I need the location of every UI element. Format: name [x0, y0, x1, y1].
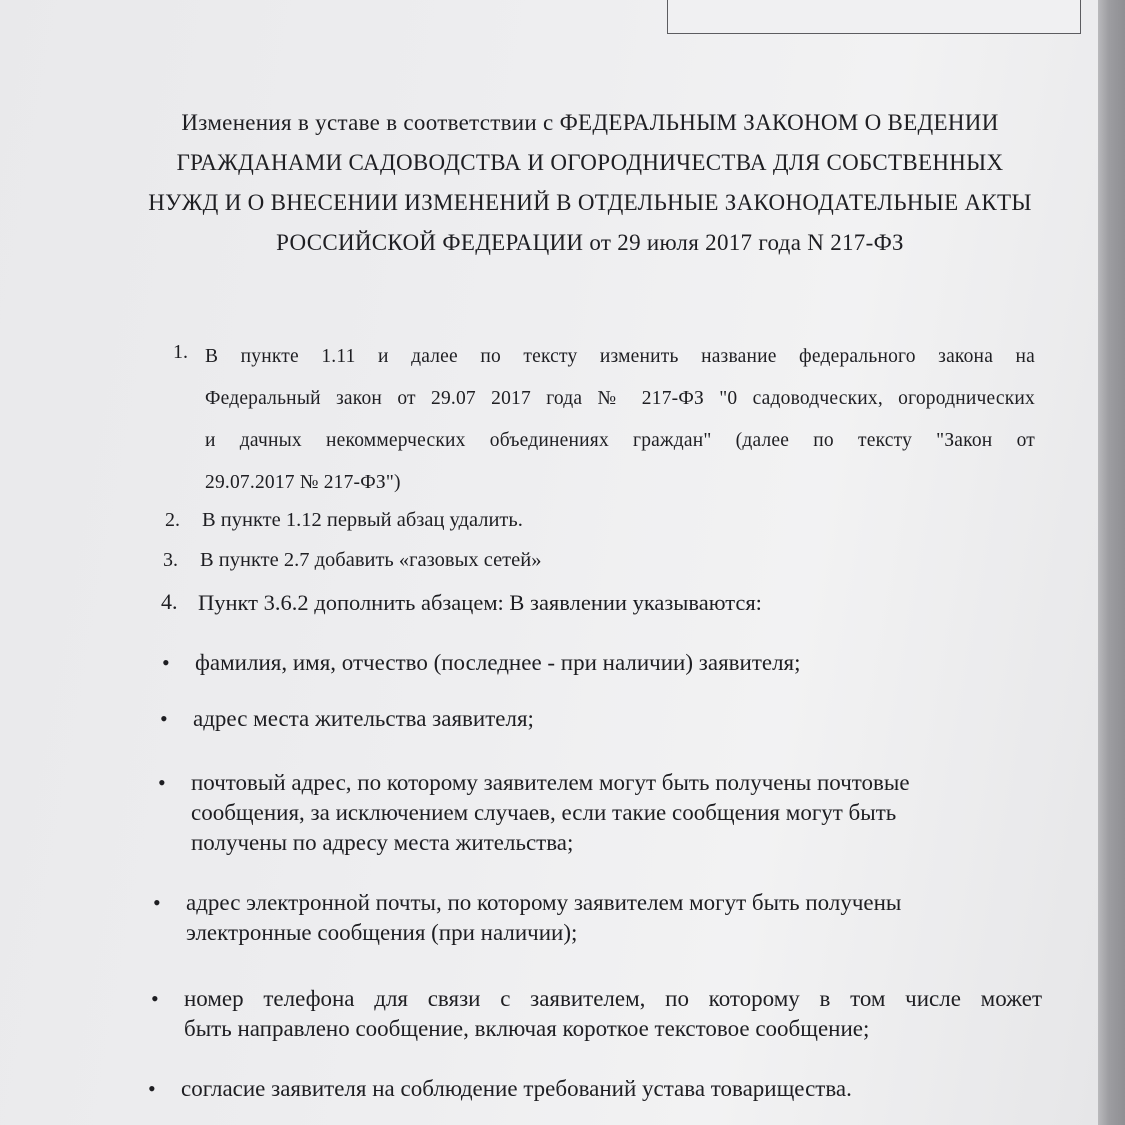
bullet-item [160, 704, 534, 734]
item-line: и дачных некоммерческих объединениях граждан" (далее по тексту "Закон от [205, 430, 1035, 451]
bullet-item [148, 1074, 852, 1104]
bullet-item [151, 984, 1042, 1044]
item-text: Пункт 3.6.2 дополнить абзацем: В заявлении указываются: [198, 590, 762, 615]
title-line: НУЖД И О ВНЕСЕНИИ ИЗМЕНЕНИЙ В ОТДЕЛЬНЫЕ ЗАКОНОДАТЕЛЬНЫЕ АКТЫ [148, 190, 1032, 215]
bullet-line: электронные сообщения (при наличии); [186, 920, 578, 945]
stamp-box [667, 0, 1081, 34]
item-number: 4. [161, 589, 178, 614]
item-number: 3. [163, 549, 178, 571]
bullet-dot: • [158, 770, 166, 795]
bullet-item [162, 648, 801, 678]
item-text: В пункте 1.12 первый абзац удалить. [202, 509, 523, 531]
page-edge-shadow [1098, 0, 1125, 1125]
bullet-line: фамилия, имя, отчество (последнее - при наличии) заявителя; [195, 650, 801, 675]
title-line: ГРАЖДАНАМИ САДОВОДСТВА И ОГОРОДНИЧЕСТВА ДЛЯ СОБСТВЕННЫХ [176, 150, 1004, 175]
bullet-line: получены по адресу места жительства; [191, 830, 574, 855]
bullet-line: согласие заявителя на соблюдение требований устава товарищества. [181, 1076, 852, 1101]
bullet-line: номер телефона для связи с заявителем, по которому в том числе может [184, 986, 1042, 1011]
item-line: В пункте 1.11 и далее по тексту изменить название федерального закона на [205, 346, 1035, 367]
item-number: 1. [173, 341, 188, 363]
bullet-line: быть направлено сообщение, включая короткое текстовое сообщение; [184, 1016, 870, 1041]
bullet-line: сообщения, за исключением случаев, если такие сообщения могут быть [191, 800, 897, 825]
bullet-dot: • [153, 890, 161, 915]
bullet-dot: • [148, 1076, 156, 1101]
bullet-line: почтовый адрес, по которому заявителем могут быть получены почтовые [191, 770, 910, 795]
title-line: Изменения в уставе в соответствии с ФЕДЕРАЛЬНЫМ ЗАКОНОМ О ВЕДЕНИИ [181, 110, 999, 135]
bullet-item [158, 768, 910, 858]
bullet-dot: • [151, 986, 159, 1011]
bullet-dot: • [162, 650, 170, 675]
item-line: Федеральный закон от 29.07 2017 года № 217-ФЗ "0 садоводческих, огороднических [205, 388, 1035, 409]
bullet-item [153, 888, 902, 948]
item-line: 29.07.2017 № 217-ФЗ") [205, 472, 401, 493]
item-1-text [205, 336, 1035, 504]
bullet-dot: • [160, 706, 168, 731]
bullet-line: адрес электронной почты, по которому заявителем могут быть получены [186, 890, 902, 915]
document-title [120, 103, 1060, 263]
title-line: РОССИЙСКОЙ ФЕДЕРАЦИИ от 29 июля 2017 года N 217-ФЗ [276, 230, 904, 255]
item-number: 2. [165, 509, 180, 531]
bullet-line: адрес места жительства заявителя; [193, 706, 534, 731]
item-text: В пункте 2.7 добавить «газовых сетей» [200, 549, 542, 571]
